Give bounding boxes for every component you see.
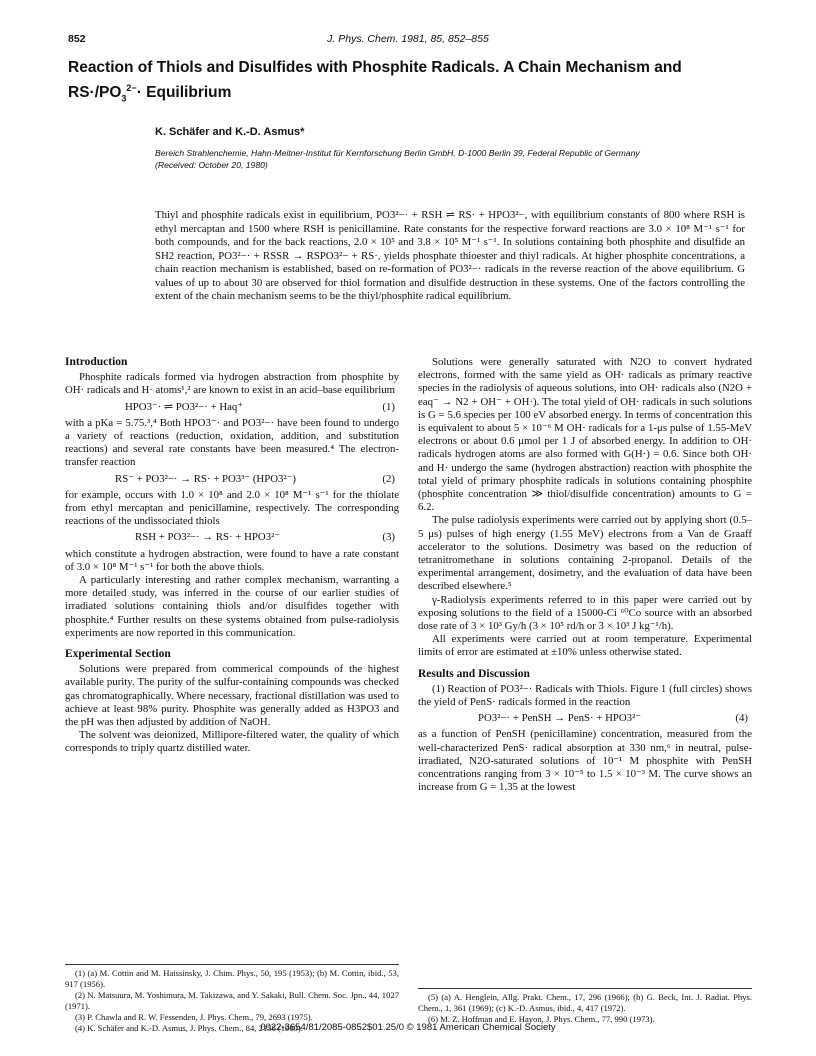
affiliation-block bbox=[155, 147, 755, 171]
affiliation: Bereich Strahlenchemie, Hahn-Meitner-Institut für Kernforschung Berlin GmbH, D-1000 Berlin 39, Federal Republic of Germany bbox=[155, 148, 640, 158]
right-footnotes bbox=[418, 988, 752, 1025]
footnote-rule bbox=[418, 988, 752, 989]
journal-reference: J. Phys. Chem. 1981, 85, 852–855 bbox=[327, 33, 489, 45]
equation-text: HPO3⁻· ⇌ PO3²−· + Haq⁺ bbox=[125, 400, 244, 413]
equation-1 bbox=[65, 401, 399, 414]
title-part1: Reaction of Thiols and Disulfides with Phosphite Radicals. A Chain Mechanism and RS·/PO bbox=[68, 59, 682, 102]
equation-4 bbox=[418, 712, 752, 725]
equation-number: (2) bbox=[382, 472, 395, 485]
paragraph: γ-Radiolysis experiments referred to in this paper were carried out by exposing solutions to the field of a 15000-Ci ⁶⁰Co source with an absorbed dose rate of 3 × 10³ Gy/h (3 × 10⁵ rd/h or 3 × 10³ J kg⁻¹/h). bbox=[418, 593, 752, 633]
paragraph: Solutions were prepared from commerical compounds of the highest available purity. The purity of the sulfur-containing compounds was checked gas chromatographically. Where necessary, fractional distillation was used to achieve at least 98% purity. Phosphite was generally added as H3PO3 and the pH was then adjusted by addition of NaOH. bbox=[65, 663, 399, 729]
paragraph: A particularly interesting and rather complex mechanism, warranting a more detailed study, was inferred in the course of our earlier studies of irradiated solutions containing thiols and/or disulfides together with phosphite.⁴ Further results on these systems obtained from pulse-radiolysis experiments are now reported in this communication. bbox=[65, 574, 399, 639]
paragraph: for example, occurs with 1.0 × 10⁸ and 2.0 × 10⁸ M⁻¹ s⁻¹ for the thiolate from ethyl mercaptan and penicillamine, respectively. The corresponding reactions of the undissociated thiols bbox=[65, 488, 399, 528]
footnote: (6) M. Z. Hoffman and E. Hayon, J. Phys. Chem., 77, 990 (1973). bbox=[428, 1014, 655, 1024]
left-column bbox=[65, 356, 399, 756]
paragraph: as a function of PenSH (penicillamine) concentration, measured from the well-characterized PenS· radical absorption at 330 nm,⁶ in neutral, pulse-irradiated, N2O-saturated solutions of 10⁻¹ M phosphite with PenSH concentrations ranging from 3 × 10⁻⁵ to 1.5 × 10⁻³ M. The curve shows an increase from G = 1.35 at the lowest bbox=[418, 728, 752, 794]
paragraph: (1) Reaction of PO3²−· Radicals with Thiols. Figure 1 (full circles) shows the yield of PenS· radicals formed in the reaction bbox=[418, 682, 752, 709]
equation-2 bbox=[65, 473, 399, 486]
title-part2: · Equilibrium bbox=[136, 84, 232, 102]
title-superscript: 2− bbox=[126, 83, 137, 93]
paragraph: which constitute a hydrogen abstraction, were found to have a rate constant of 3.0 × 10⁸ M⁻¹ s⁻¹ for both the above thiols. bbox=[65, 547, 399, 573]
abstract: Thiyl and phosphite radicals exist in equilibrium, PO3²−· + RSH ⇌ RS· + HPO3²−, with equilibrium constants of 800 where RSH is ethyl mercaptan and 1500 where RSH is penicillamine. Rate constants for the respective forward reactions are 3.0 × 10⁸ M⁻¹ s⁻¹ for both compounds, and for the back reactions, 2.0 × 10⁵ and 3.8 × 10⁵ M⁻¹ s⁻¹. In solutions containing both phosphite and disulfide an SH2 reaction, PO3²−· + RSSR → RSPO3²− + RS·, yields phosphate thioester and thiyl radicals. At higher phosphite concentrations, a chain reaction mechanism is established, based on re-formation of PO3²−· radicals in the reverse reaction of the above equilibrium. G values of up to about 30 are observed for thiol formation and disulfide destruction in these systems. One of the factors controlling the extent of the chain mechanism seems to be the thiyl/phosphite radical equilibrium. bbox=[155, 209, 745, 302]
equation-3 bbox=[65, 531, 399, 544]
copyright-footer: 0022-3654/81/2085-0852$01.25/0 © 1981 American Chemical Society bbox=[260, 1022, 556, 1033]
introduction-heading: Introduction bbox=[65, 356, 128, 368]
equation-text: PO3²−· + PenSH → PenS· + HPO3²⁻ bbox=[478, 712, 642, 725]
equation-text: RSH + PO3²−· → RS· + HPO3²⁻ bbox=[135, 531, 281, 544]
paragraph: Solutions were generally saturated with N2O to convert hydrated electrons, formed with the same yield as OH· radicals as primary reactive species in the radiolysis of aqueous solutions, into OH· radicals also (N2O + eaq⁻ → N2 + OH⁻ + OH·). The total yield of OH· radicals in such solutions is G = 5.6 species per 100 eV absorbed energy. In terms of concentration this is equivalent to about 5 × 10⁻⁶ M OH· radicals for a 1-μs pulse of 1.55-MeV electrons or about 0.6 μmol per 1 J of absorbed energy. In addition to OH· radicals hydrogen atoms are also formed with G(H·) = 0.6. Since both OH· and H· undergo the same (hydrogen abstraction) reaction with phosphite the total yield of primary phosphite radicals in solutions containing phosphite (phosphite concentration ≫ thiol/disulfide concentration) amounts to G = 6.2. bbox=[418, 356, 752, 514]
paragraph: The pulse radiolysis experiments were carried out by applying short (0.5–5 μs) pulses of high energy (1.55 MeV) electrons from a Van de Graaff accelerator to the solutions. Dosimetry was based on the reduction of tetranitromethane in solutions containing 2-propanol. Details of the experimental arrangement, dosimetry, and the evaluation of data have been described elsewhere.⁵ bbox=[418, 514, 752, 593]
received-date: (Received: October 20, 1980) bbox=[155, 160, 268, 170]
footnote: (3) P. Chawla and R. W. Fessenden, J. Phys. Chem., 79, 2693 (1975). bbox=[75, 1012, 313, 1022]
paragraph: All experiments were carried out at room temperature. Experimental limits of error are estimated at ±10% unless otherwise stated. bbox=[418, 633, 752, 659]
paragraph: Phosphite radicals formed via hydrogen abstraction from phosphite by OH· radicals and H· atoms¹,² are known to exist in an acid–base equilibrium bbox=[65, 371, 399, 397]
authors: K. Schäfer and K.-D. Asmus* bbox=[155, 126, 305, 138]
equation-number: (4) bbox=[735, 712, 748, 725]
right-column bbox=[418, 356, 752, 795]
footnote: (5) (a) A. Henglein, Allg. Prakt. Chem., 17, 296 (1966); (b) G. Beck, Int. J. Radiat. Phys. Chem., 1, 361 (1969); (c) K.-D. Asmus, ibid., 4, 417 (1972). bbox=[418, 992, 752, 1013]
footnote: (4) K. Schäfer and K.-D. Asmus, J. Phys. Chem., 84, 2156 (1980). bbox=[75, 1023, 303, 1033]
title-subscript: 3 bbox=[121, 93, 127, 104]
running-head bbox=[68, 33, 748, 47]
results-heading: Results and Discussion bbox=[418, 667, 530, 680]
experimental-heading: Experimental Section bbox=[65, 648, 171, 661]
equation-number: (1) bbox=[382, 400, 395, 413]
footnote: (1) (a) M. Cottin and M. Haissinsky, J. Chim. Phys., 50, 195 (1953); (b) M. Cottin, ibid., 53, 917 (1956). bbox=[65, 968, 399, 989]
footnote: (2) N. Matsuura, M. Yoshimura, M. Takizawa, and Y. Sakaki, Bull. Chem. Soc. Jpn., 44, 1027 (1971). bbox=[65, 990, 399, 1011]
paragraph: with a pKa = 5.75.³,⁴ Both HPO3⁻· and PO3²−· have been found to undergo a variety of reactions (reduction, oxidation, addition, and substitution reactions) and several rate constants have been measured.⁴ The electron-transfer reaction bbox=[65, 416, 399, 469]
article-title bbox=[68, 58, 758, 108]
footnote-rule bbox=[65, 964, 399, 965]
equation-text: RS⁻ + PO3²−· → RS· + PO3³⁻ (HPO3²⁻) bbox=[115, 472, 296, 485]
page-number: 852 bbox=[68, 33, 86, 45]
paragraph: The solvent was deionized, Millipore-filtered water, the quality of which corresponds to triply quartz distilled water. bbox=[65, 729, 399, 755]
equation-number: (3) bbox=[382, 531, 395, 544]
